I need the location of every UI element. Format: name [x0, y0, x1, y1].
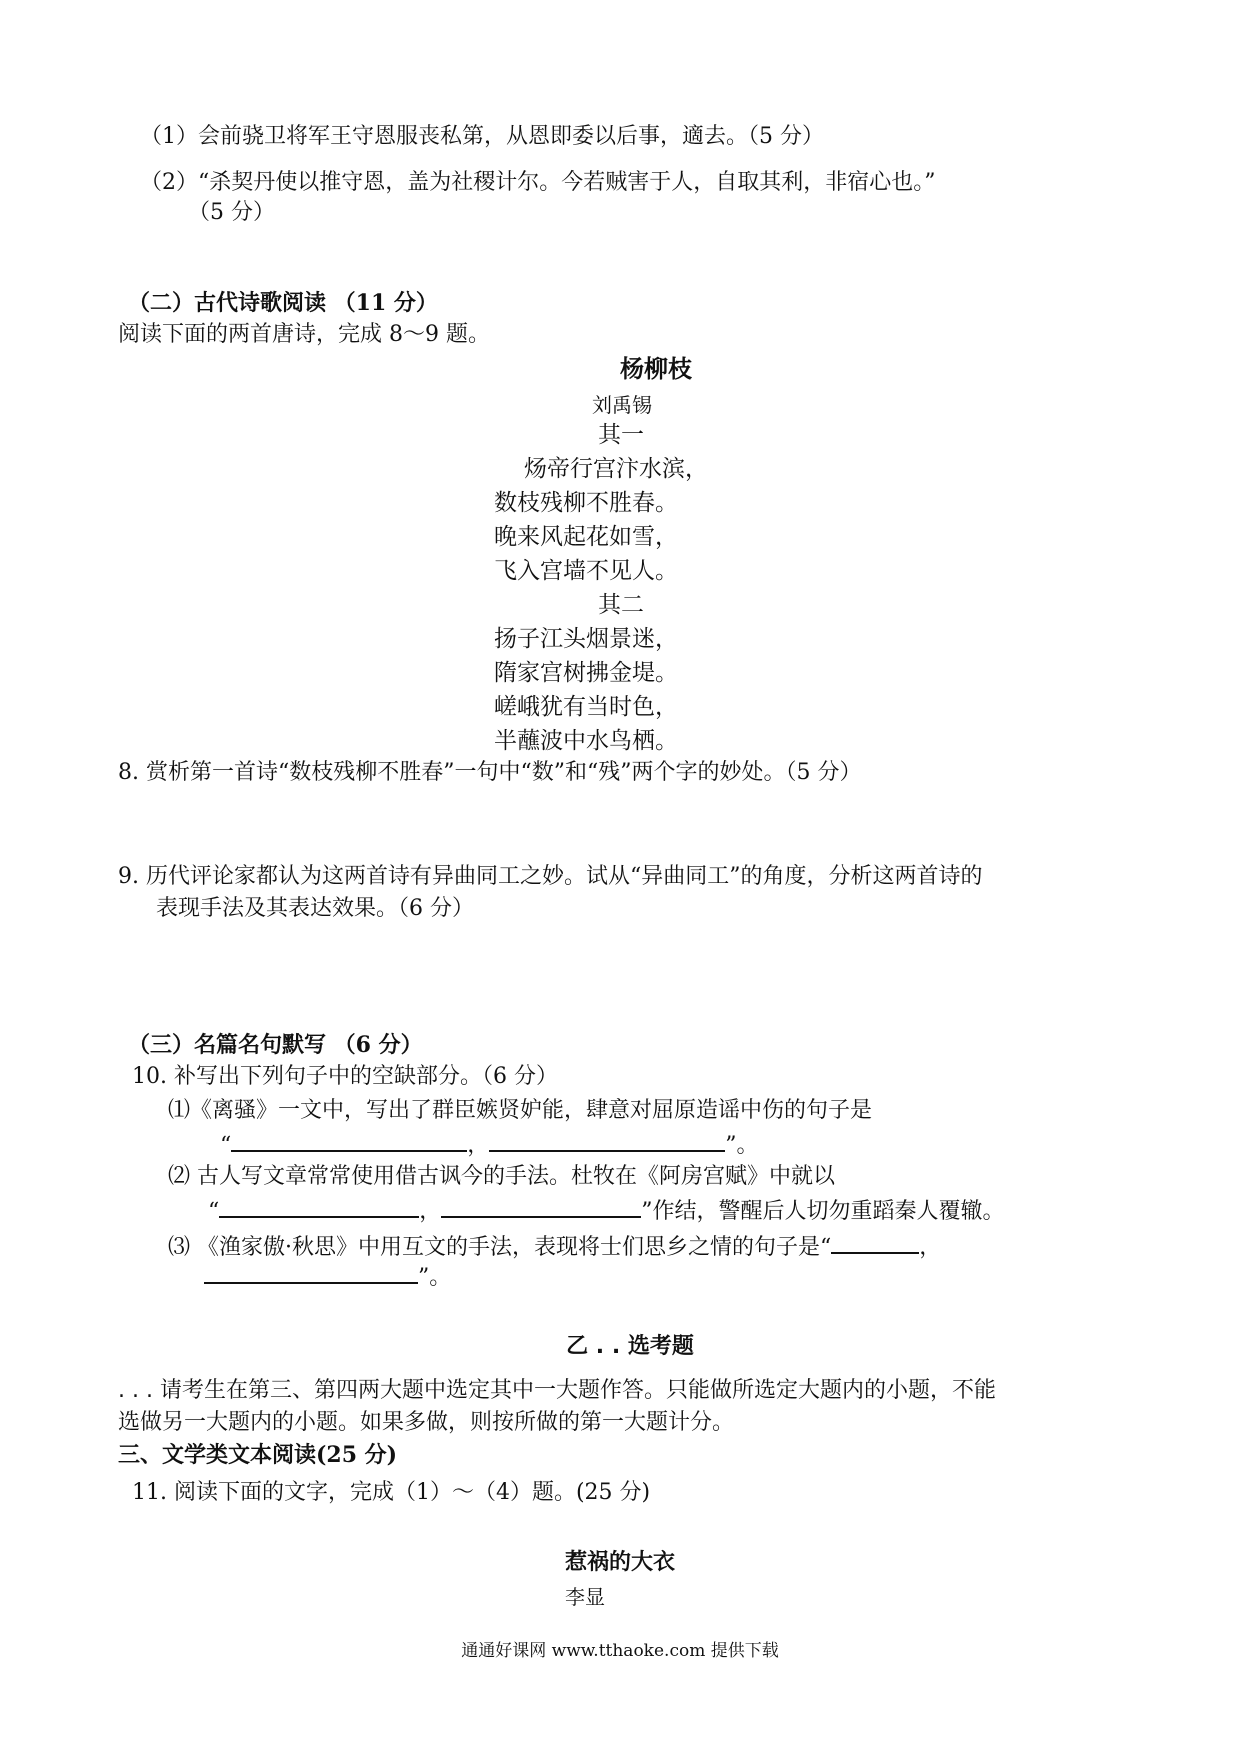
question-7-1: （1）会前骁卫将军王守恩服丧私第，从恩即委以后事，適去。（5 分）	[140, 124, 824, 149]
dictation-item-2-answer-line	[208, 1192, 1005, 1227]
poetry-heading: （二）古代诗歌阅读 （11 分）	[128, 290, 438, 316]
section-3-heading: 三、文学类文本阅读(25 分)	[118, 1442, 398, 1468]
comma: ，	[419, 1199, 442, 1224]
story-title: 惹祸的大衣	[564, 1550, 675, 1575]
poem-2-line-3: 嵯峨犹有当时色，	[494, 694, 678, 720]
dictation-item-1-answer-line	[220, 1126, 759, 1161]
comma: ，	[919, 1235, 942, 1260]
dictation-item-2-prompt: ⑵ 古人写文章常常使用借古讽今的手法。杜牧在《阿房宫赋》中就以	[168, 1164, 835, 1189]
comma: ，	[467, 1133, 490, 1158]
page-footer: 通通好课网 www.tthaoke.com 提供下载	[461, 1641, 779, 1661]
question-7-2-line1: （2）“杀契丹使以推守恩，盖为社稷计尔。今若贼害于人，自取其利，非宿心也。”	[140, 170, 936, 195]
poetry-intro: 阅读下面的两首唐诗，完成 8～9 题。	[118, 322, 490, 347]
question-9-line2: 表现手法及其表达效果。（6 分）	[156, 896, 474, 921]
poem-1-line-2: 数枝残柳不胜春。	[494, 490, 678, 516]
poem-part-1-label: 其一	[598, 422, 644, 448]
close-quote: ”。	[418, 1265, 452, 1290]
question-8: 8. 赏析第一首诗“数枝残柳不胜春”一句中“数”和“残”两个字的妙处。（5 分）	[118, 760, 862, 785]
answer-blank[interactable]	[831, 1228, 919, 1254]
elective-heading: 乙 . . 选考题	[566, 1334, 694, 1359]
poem-1-line-3: 晚来风起花如雪，	[494, 524, 678, 550]
question-11: 11. 阅读下面的文字，完成（1）～（4）题。(25 分)	[132, 1480, 651, 1505]
dictation-heading: （三）名篇名句默写 （6 分）	[128, 1032, 423, 1058]
poem-part-2-label: 其二	[598, 592, 644, 618]
dictation-item-3-answer-line	[204, 1258, 451, 1293]
elective-instructions-line1: . . . 请考生在第三、第四两大题中选定其中一大题作答。只能做所选定大题内的小题，不能	[118, 1378, 996, 1403]
answer-blank[interactable]	[219, 1192, 419, 1218]
poem-title: 杨柳枝	[620, 355, 692, 383]
answer-blank[interactable]	[441, 1192, 641, 1218]
question-10: 10. 补写出下列句子中的空缺部分。（6 分）	[132, 1064, 558, 1089]
answer-blank[interactable]	[204, 1258, 418, 1284]
open-quote: “	[208, 1199, 220, 1224]
poem-author: 刘禹锡	[592, 393, 652, 417]
answer-blank[interactable]	[489, 1126, 725, 1152]
close-quote: ”。	[725, 1133, 759, 1158]
answer-blank[interactable]	[231, 1126, 467, 1152]
dictation-item-3-text: ⑶ 《渔家傲·秋思》中用互文的手法，表现将士们思乡之情的句子是“	[168, 1235, 832, 1260]
open-quote: “	[220, 1133, 232, 1158]
poem-1-line-1: 炀帝行宫汴水滨，	[524, 456, 708, 482]
story-author: 李显	[565, 1585, 605, 1609]
elective-instructions-line2: 选做另一大题内的小题。如果多做，则按所做的第一大题计分。	[118, 1410, 735, 1435]
poem-2-line-4: 半蘸波中水鸟栖。	[494, 728, 678, 754]
poem-1-line-4: 飞入宫墙不见人。	[494, 558, 678, 584]
question-9-line1: 9. 历代评论家都认为这两首诗有异曲同工之妙。试从“异曲同工”的角度，分析这两首诗的	[118, 864, 983, 889]
close-quote: ”作结，警醒后人切勿重蹈秦人覆辙。	[641, 1199, 1005, 1224]
poem-2-line-1: 扬子江头烟景迷，	[494, 626, 678, 652]
poem-2-line-2: 隋家宫树拂金堤。	[494, 660, 678, 686]
dictation-item-1-prompt: ⑴《离骚》一文中，写出了群臣嫉贤妒能，肆意对屈原造谣中伤的句子是	[168, 1098, 873, 1123]
question-7-2-line2: （5 分）	[188, 200, 275, 225]
